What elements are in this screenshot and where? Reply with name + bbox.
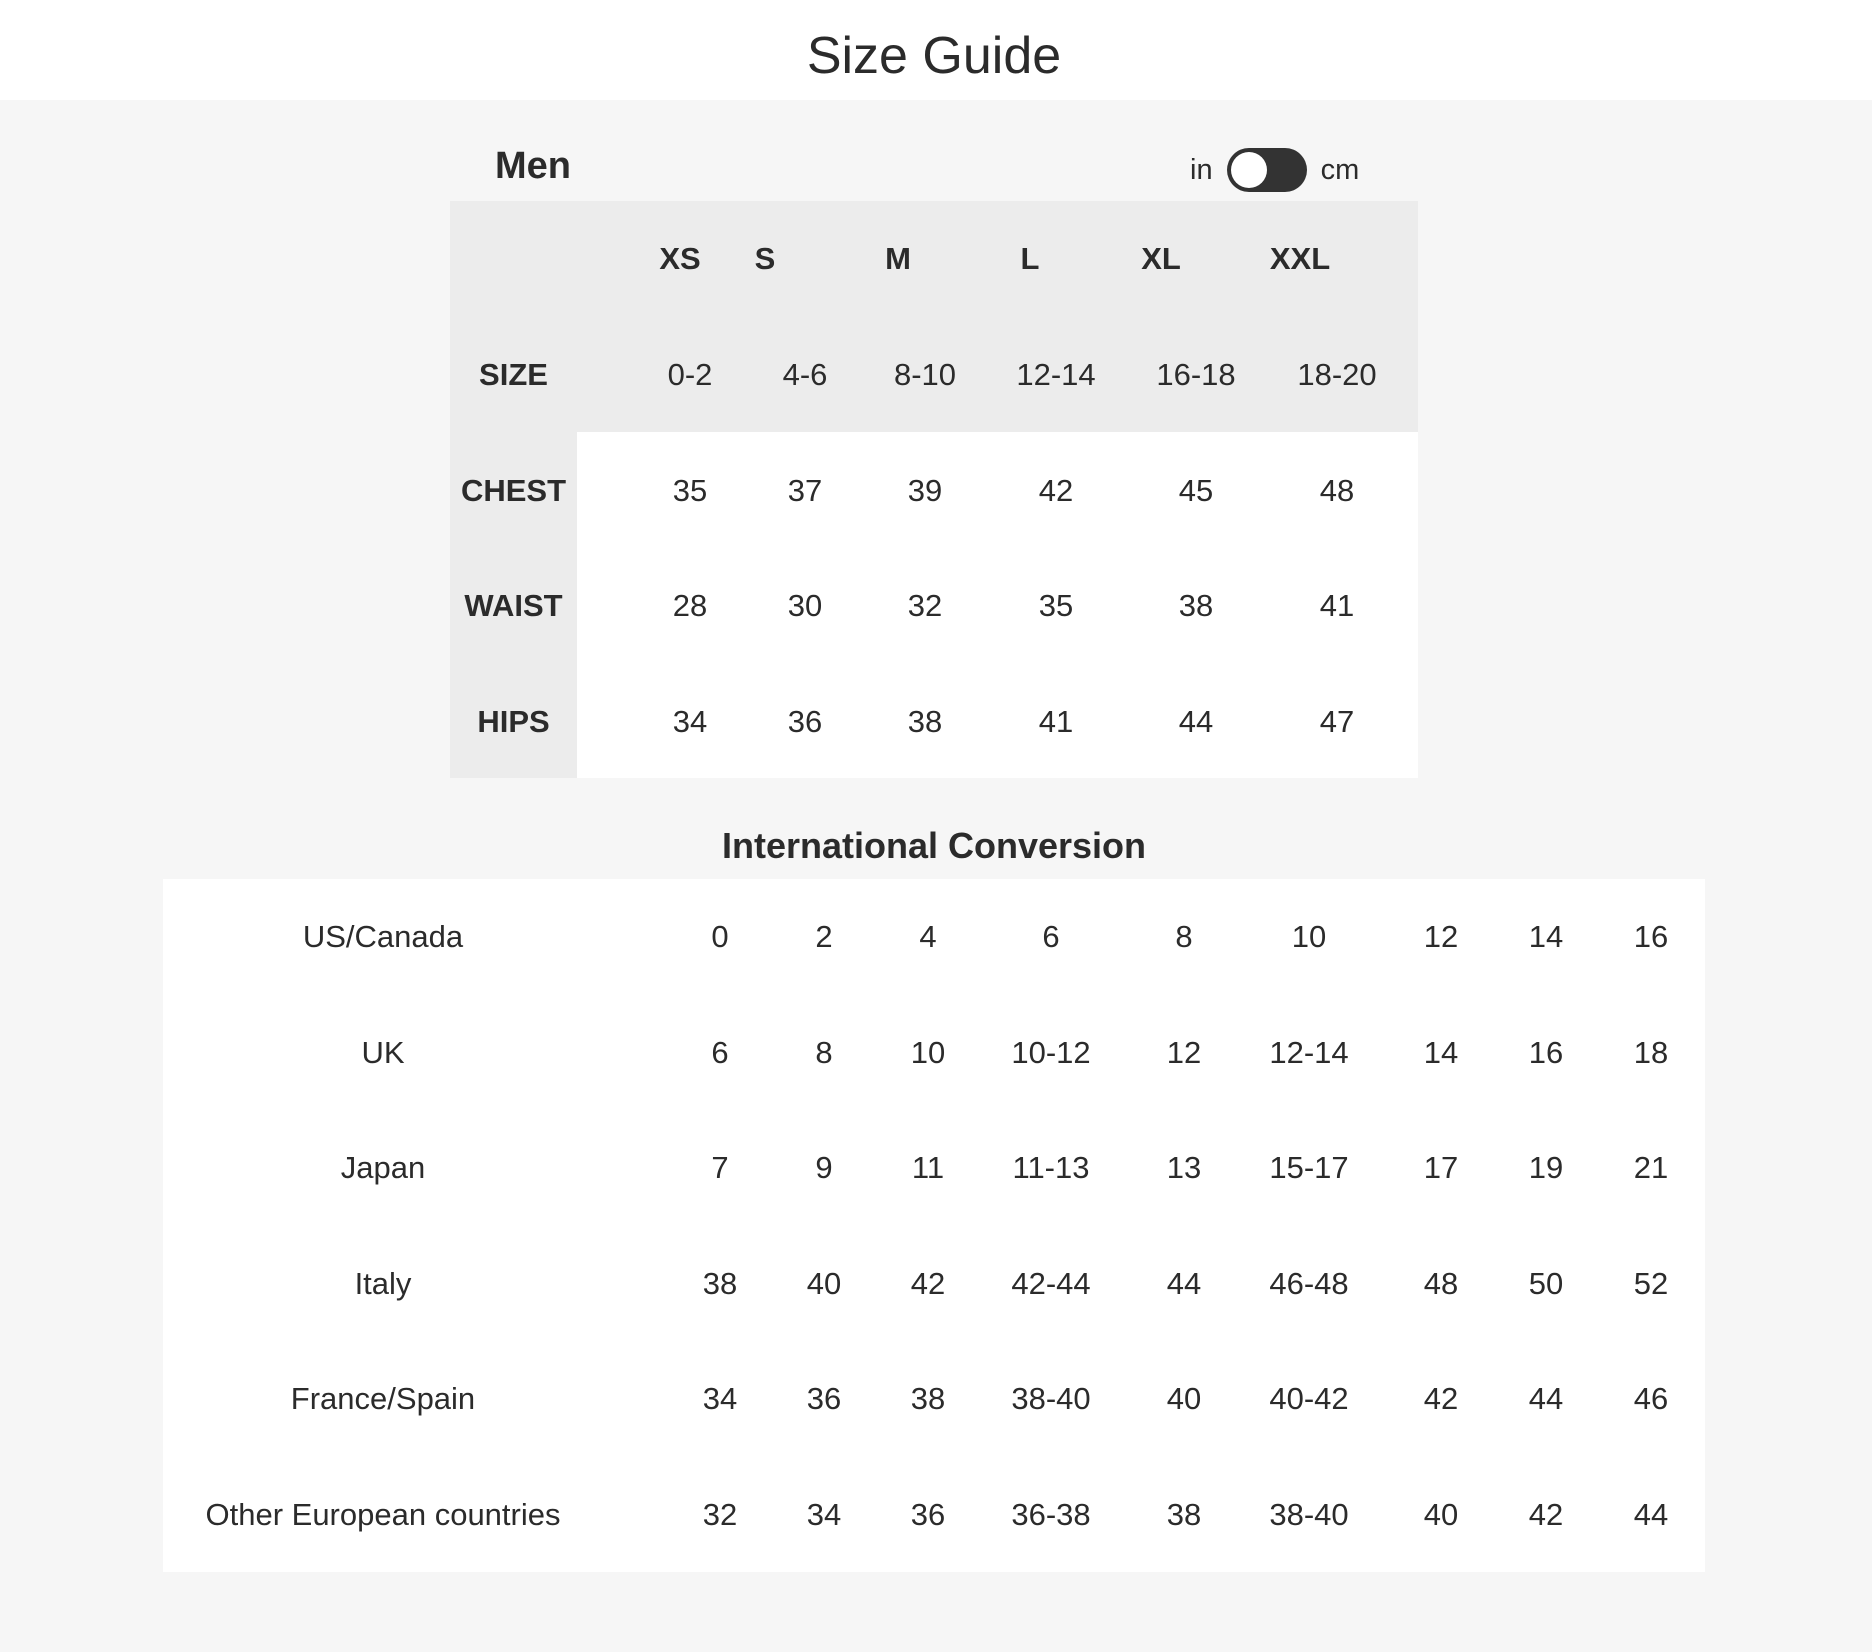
column-header: L bbox=[1020, 241, 1040, 276]
country-label: Japan bbox=[340, 1150, 426, 1185]
table-cell: 42 bbox=[1038, 473, 1074, 508]
table-cell: 38 bbox=[1178, 588, 1214, 623]
table-cell: 12-14 bbox=[1016, 357, 1096, 392]
table-cell: 35 bbox=[672, 473, 708, 508]
country-label: Other European countries bbox=[205, 1497, 561, 1532]
column-header: XXL bbox=[1269, 241, 1331, 276]
table-cell: 46 bbox=[1633, 1381, 1669, 1416]
table-cell: 38 bbox=[907, 704, 943, 739]
table-cell: 14 bbox=[1528, 919, 1564, 954]
table-cell: 44 bbox=[1178, 704, 1214, 739]
table-cell: 18 bbox=[1633, 1035, 1669, 1070]
country-label: US/Canada bbox=[302, 919, 464, 954]
men-row-waist bbox=[450, 582, 1418, 630]
table-cell: 36-38 bbox=[1011, 1497, 1091, 1532]
table-cell: 10 bbox=[910, 1035, 946, 1070]
table-cell: 35 bbox=[1038, 588, 1074, 623]
men-row-chest bbox=[450, 467, 1418, 515]
table-row bbox=[163, 1260, 1705, 1308]
table-row bbox=[163, 1491, 1705, 1539]
table-cell: 34 bbox=[672, 704, 708, 739]
table-cell: 38 bbox=[702, 1266, 738, 1301]
table-cell: 21 bbox=[1633, 1150, 1669, 1185]
column-header: M bbox=[885, 241, 911, 276]
table-cell: 11 bbox=[911, 1150, 945, 1185]
table-cell: 0 bbox=[711, 919, 729, 954]
table-cell: 0-2 bbox=[667, 357, 713, 392]
international-conversion-table bbox=[163, 879, 1705, 1572]
column-header: S bbox=[754, 241, 776, 276]
table-cell: 40-42 bbox=[1269, 1381, 1349, 1416]
table-cell: 40 bbox=[1166, 1381, 1202, 1416]
table-cell: 19 bbox=[1528, 1150, 1564, 1185]
table-cell: 4 bbox=[919, 919, 937, 954]
table-cell: 32 bbox=[702, 1497, 738, 1532]
row-label: SIZE bbox=[479, 357, 548, 392]
table-cell: 45 bbox=[1178, 473, 1214, 508]
country-label: UK bbox=[361, 1035, 405, 1070]
table-cell: 38 bbox=[910, 1381, 946, 1416]
table-row bbox=[163, 1144, 1705, 1192]
table-cell: 10 bbox=[1291, 919, 1327, 954]
table-cell: 9 bbox=[815, 1150, 833, 1185]
table-cell: 18-20 bbox=[1297, 357, 1377, 392]
table-cell: 42 bbox=[1423, 1381, 1459, 1416]
table-cell: 16 bbox=[1528, 1035, 1564, 1070]
table-cell: 44 bbox=[1528, 1381, 1564, 1416]
men-row-hips bbox=[450, 698, 1418, 746]
table-cell: 41 bbox=[1038, 704, 1074, 739]
table-cell: 28 bbox=[672, 588, 708, 623]
table-cell: 36 bbox=[787, 704, 823, 739]
country-label: France/Spain bbox=[290, 1381, 476, 1416]
table-cell: 7 bbox=[711, 1150, 729, 1185]
table-cell: 17 bbox=[1423, 1150, 1459, 1185]
row-label: HIPS bbox=[477, 704, 550, 739]
table-cell: 10-12 bbox=[1011, 1035, 1091, 1070]
page-title: Size Guide bbox=[806, 27, 1062, 85]
table-cell: 40 bbox=[1423, 1497, 1459, 1532]
table-cell: 8 bbox=[815, 1035, 833, 1070]
men-size-table bbox=[450, 201, 1418, 778]
men-header-row bbox=[450, 235, 1418, 283]
table-cell: 52 bbox=[1633, 1266, 1669, 1301]
table-cell: 40 bbox=[806, 1266, 842, 1301]
switch-knob bbox=[1231, 152, 1267, 188]
table-row bbox=[163, 913, 1705, 961]
column-header: XL bbox=[1141, 241, 1181, 276]
men-row-size bbox=[450, 351, 1418, 399]
table-cell: 42 bbox=[910, 1266, 946, 1301]
men-section-title: Men bbox=[495, 145, 571, 187]
table-cell: 12-14 bbox=[1269, 1035, 1349, 1070]
table-cell: 39 bbox=[907, 473, 943, 508]
table-cell: 42-44 bbox=[1011, 1266, 1091, 1301]
country-label: Italy bbox=[354, 1266, 412, 1301]
table-cell: 42 bbox=[1528, 1497, 1564, 1532]
table-cell: 13 bbox=[1166, 1150, 1202, 1185]
unit-switch[interactable] bbox=[1227, 148, 1307, 192]
unit-label-cm: cm bbox=[1320, 154, 1360, 186]
table-cell: 32 bbox=[907, 588, 943, 623]
table-cell: 4-6 bbox=[782, 357, 828, 392]
table-cell: 15-17 bbox=[1269, 1150, 1349, 1185]
table-cell: 11-13 bbox=[1012, 1150, 1090, 1185]
table-cell: 47 bbox=[1319, 704, 1355, 739]
international-section-title: International Conversion bbox=[721, 825, 1147, 866]
table-cell: 6 bbox=[711, 1035, 729, 1070]
table-cell: 48 bbox=[1423, 1266, 1459, 1301]
table-cell: 8 bbox=[1175, 919, 1193, 954]
table-row bbox=[163, 1029, 1705, 1077]
unit-toggle bbox=[1190, 146, 1359, 194]
table-cell: 38-40 bbox=[1011, 1381, 1091, 1416]
table-cell: 36 bbox=[910, 1497, 946, 1532]
table-cell: 34 bbox=[806, 1497, 842, 1532]
table-cell: 37 bbox=[787, 473, 823, 508]
table-cell: 38-40 bbox=[1269, 1497, 1349, 1532]
table-cell: 48 bbox=[1319, 473, 1355, 508]
table-cell: 2 bbox=[815, 919, 833, 954]
table-row bbox=[163, 1375, 1705, 1423]
table-cell: 36 bbox=[806, 1381, 842, 1416]
header-bar bbox=[0, 0, 1872, 100]
table-cell: 12 bbox=[1423, 919, 1459, 954]
table-cell: 8-10 bbox=[893, 357, 957, 392]
column-header: XS bbox=[659, 241, 701, 276]
table-cell: 44 bbox=[1166, 1266, 1202, 1301]
table-cell: 44 bbox=[1633, 1497, 1669, 1532]
row-label: WAIST bbox=[464, 588, 563, 623]
table-cell: 41 bbox=[1319, 588, 1355, 623]
table-cell: 16 bbox=[1633, 919, 1669, 954]
table-cell: 50 bbox=[1528, 1266, 1564, 1301]
table-cell: 30 bbox=[787, 588, 823, 623]
table-cell: 6 bbox=[1042, 919, 1060, 954]
table-cell: 34 bbox=[702, 1381, 738, 1416]
table-cell: 12 bbox=[1166, 1035, 1202, 1070]
table-cell: 46-48 bbox=[1269, 1266, 1349, 1301]
table-cell: 16-18 bbox=[1156, 357, 1236, 392]
unit-label-in: in bbox=[1190, 154, 1213, 186]
table-cell: 14 bbox=[1423, 1035, 1459, 1070]
row-label: CHEST bbox=[460, 473, 567, 508]
table-cell: 38 bbox=[1166, 1497, 1202, 1532]
